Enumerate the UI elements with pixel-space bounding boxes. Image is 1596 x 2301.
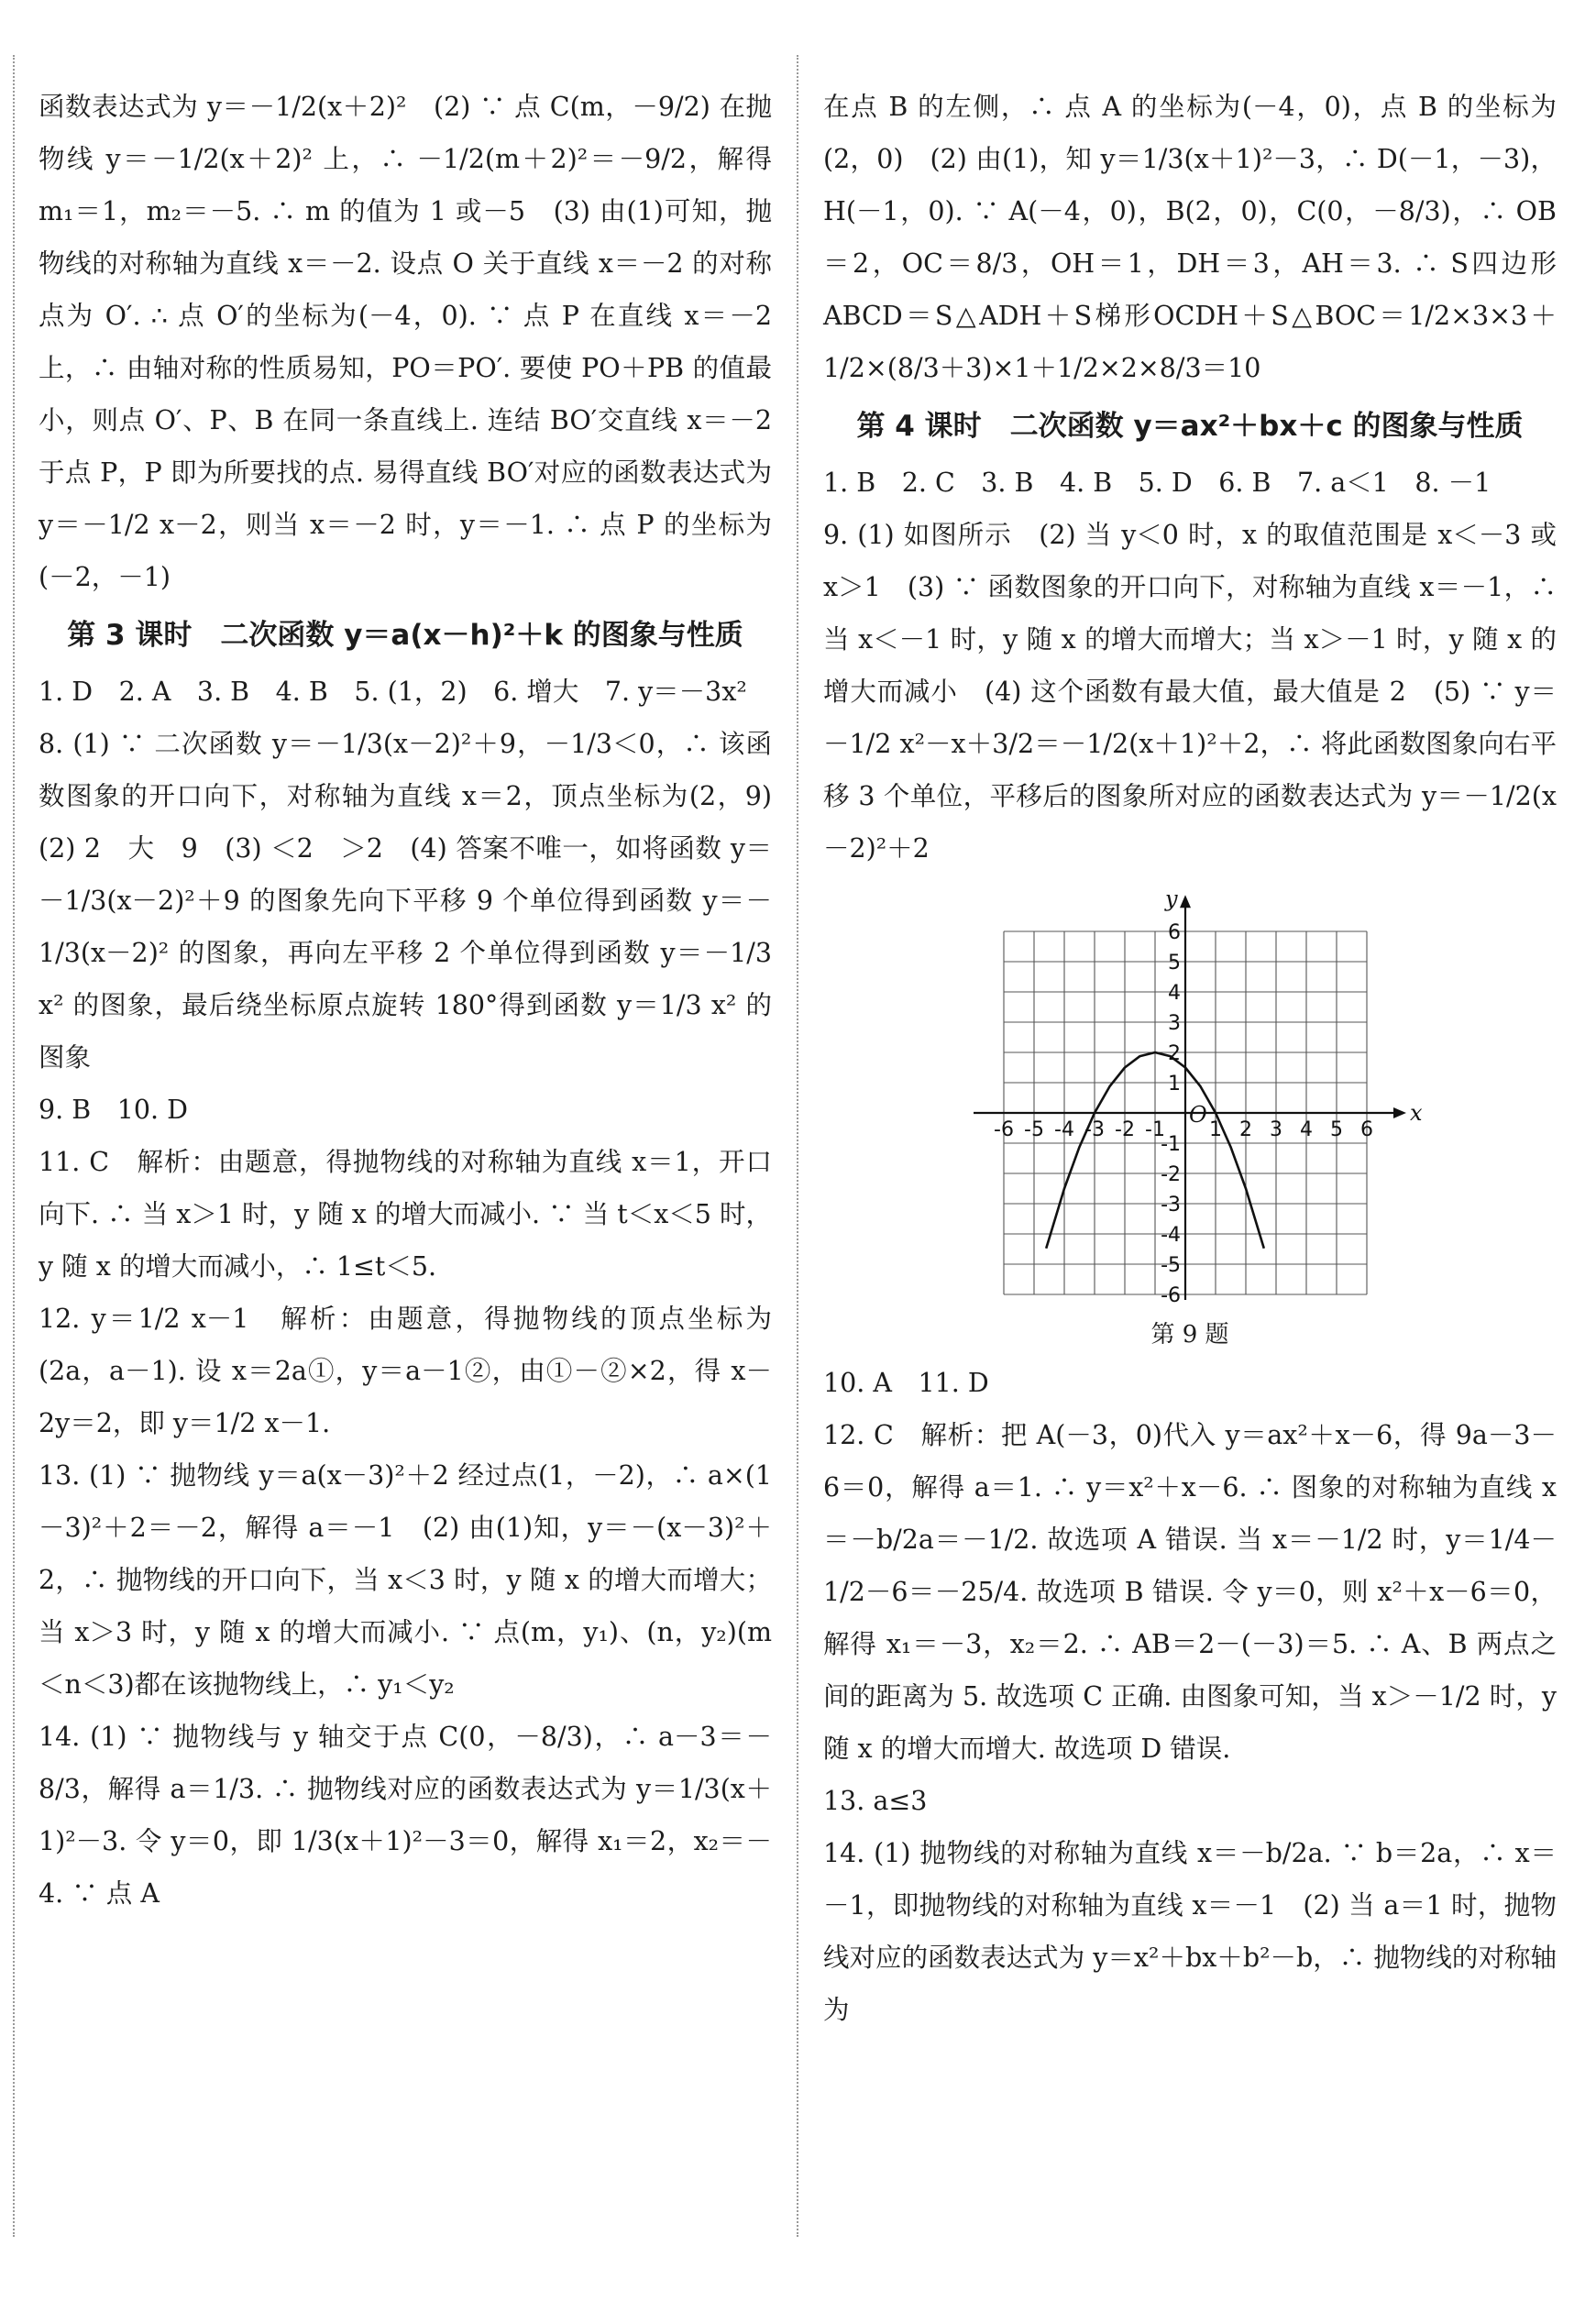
x-tick-label: -4	[1054, 1118, 1074, 1142]
origin-label: O	[1189, 1102, 1207, 1128]
x-tick-label: -2	[1115, 1118, 1135, 1142]
answer-paragraph: 8. (1) ∵ 二次函数 y＝－1/3(x－2)²＋9，－1/3＜0，∴ 该函数图象的开口向下，对称轴为直线 x＝2，顶点坐标为(2，9) (2) 2 大 9 (3) ＜2 ＞2 (4) 答案不唯一，如将函数 y＝－1/3(x－2)²＋9 的图象先向下平移 9 个单位得到函数 y＝－1/3(x－2)² 的图象，再向左平移 2 个单位得到函数 y＝－1/3 x² 的图象，最后绕坐标原点旋转 180°得到函数 y＝1/3 x² 的图象	[39, 729, 798, 1073]
y-tick-label: -4	[1161, 1224, 1181, 1247]
answer-paragraph: 9. B 10. D	[39, 1095, 188, 1125]
x-tick-label: -3	[1084, 1118, 1105, 1142]
answer-paragraph: 9. (1) 如图所示 (2) 当 y＜0 时，x 的取值范围是 x＜－3 或 x＞1 (3) ∵ 函数图象的开口向下，对称轴为直线 x＝－1，∴ 当 x＜－1 时，y 随 x 的增大而增大；当 x＞－1 时，y 随 x 的增大而减小 (4) 这个函数有最大值，最大值是 2 (5) ∵ y＝－1/2 x²－x＋3/2＝－1/2(x＋1)²＋2，∴ 将此函数图象向右平移 3 个单位，平移后的图象所对应的函数表达式为 y＝－1/2(x－2)²＋2	[823, 520, 1557, 864]
y-tick-label: -5	[1161, 1254, 1181, 1277]
x-tick-label: 2	[1239, 1118, 1252, 1142]
y-tick-label: 6	[1168, 921, 1181, 944]
left-margin-rule	[13, 55, 15, 2237]
parabola-figure	[823, 884, 1557, 1353]
lesson-4-heading: 第 4 课时 二次函数 y＝ax²＋bx＋c 的图象与性质	[856, 410, 1524, 443]
x-tick-label: 5	[1330, 1118, 1343, 1142]
answer-paragraph: 1. B 2. C 3. B 4. B 5. D 6. B 7. a＜1 8. －1	[823, 468, 1491, 498]
answer-paragraph: 函数表达式为 y＝－1/2(x＋2)² (2) ∵ 点 C(m，－9/2) 在抛物线 y＝－1/2(x＋2)² 上，∴ －1/2(m＋2)²＝－9/2，解得 m₁＝1，m₂＝－5. ∴ m 的值为 1 或－5 (3) 由(1)可知，抛物线的对称轴为直线 x＝－2. 设点 O 关于直线 x＝－2 的对称点为 O′. ∴ 点 O′的坐标为(－4，0). ∵ 点 P 在直线 x＝－2 上，∴ 由轴对称的性质易知，PO＝PO′. 要使 PO＋PB 的值最小，则点 O′、P、B 在同一条直线上. 连结 BO′交直线 x＝－2 于点 P，P 即为所要找的点. 易得直线 BO′对应的函数表达式为 y＝－1/2 x－2，则当 x＝－2 时，y＝－1. ∴ 点 P 的坐标为(－2，－1)	[39, 92, 772, 592]
x-tick-label: 3	[1270, 1118, 1282, 1142]
y-tick-label: 3	[1168, 1012, 1181, 1035]
coordinate-plot	[961, 884, 1423, 1315]
figure-caption: 第 9 题	[1150, 1321, 1229, 1349]
right-column	[823, 81, 1557, 2036]
x-tick-label: -5	[1024, 1118, 1044, 1142]
answer-paragraph: 13. a≤3	[823, 1786, 928, 1816]
column-divider	[797, 55, 798, 2237]
answer-paragraph: 1. D 2. A 3. B 4. B 5. (1，2) 6. 增大 7. y＝－3x²	[39, 677, 747, 707]
left-column	[39, 81, 798, 1920]
x-tick-label: -1	[1145, 1118, 1165, 1142]
y-tick-label: -1	[1161, 1133, 1181, 1156]
y-axis-arrow	[1180, 895, 1191, 908]
answer-paragraph: 14. (1) ∵ 抛物线与 y 轴交于点 C(0，－8/3)，∴ a－3＝－8/3，解得 a＝1/3. ∴ 抛物线对应的函数表达式为 y＝1/3(x＋1)²－3. 令 y＝0，即 1/3(x＋1)²－3＝0，解得 x₁＝2，x₂＝－4. ∵ 点 A	[39, 1722, 772, 1909]
answer-paragraph: 12. C 解析：把 A(－3，0)代入 y＝ax²＋x－6，得 9a－3－6＝0，解得 a＝1. ∴ y＝x²＋x－6. ∴ 图象的对称轴为直线 x＝－b/2a＝－1/2. 故选项 A 错误. 当 x＝－1/2 时，y＝1/4－1/2－6＝－25/4. 故选项 B 错误. 令 y＝0，则 x²＋x－6＝0，解得 x₁＝－3，x₂＝2. ∴ AB＝2－(－3)＝5. ∴ A、B 两点之间的距离为 5. 故选项 C 正确. 由图象可知，当 x＞－1/2 时，y 随 x 的增大而增大. 故选项 D 错误.	[823, 1420, 1557, 1764]
y-tick-label: -6	[1161, 1284, 1181, 1307]
y-tick-label: 1	[1168, 1073, 1181, 1095]
x-tick-label: 1	[1209, 1118, 1222, 1142]
answer-paragraph: 12. y＝1/2 x－1 解析：由题意，得抛物线的顶点坐标为(2a，a－1). 设 x＝2a①，y＝a－1②，由①－②×2，得 x－2y＝2，即 y＝1/2 x－1.	[39, 1304, 772, 1438]
y-tick-label: -2	[1161, 1163, 1181, 1186]
y-tick-label: 2	[1168, 1042, 1181, 1065]
y-tick-label: -3	[1161, 1194, 1181, 1217]
y-tick-label: 5	[1168, 952, 1181, 974]
answer-paragraph: 13. (1) ∵ 抛物线 y＝a(x－3)²＋2 经过点(1，－2)，∴ a×(1－3)²＋2＝－2，解得 a＝－1 (2) 由(1)知，y＝－(x－3)²＋2，∴ 抛物线的开口向下，当 x＜3 时，y 随 x 的增大而增大；当 x＞3 时，y 随 x 的增大而减小. ∵ 点(m，y₁)、(n，y₂)(m＜n＜3)都在该抛物线上，∴ y₁＜y₂	[39, 1460, 772, 1700]
answer-paragraph: 10. A 11. D	[823, 1368, 989, 1398]
answer-paragraph: 11. C 解析：由题意，得抛物线的对称轴为直线 x＝1，开口向下. ∴ 当 x＞1 时，y 随 x 的增大而减小. ∵ 当 t＜x＜5 时，y 随 x 的增大而减小，∴ 1≤t＜5.	[39, 1147, 772, 1282]
x-tick-label: 6	[1360, 1118, 1373, 1142]
x-tick-label: 4	[1300, 1118, 1313, 1142]
x-tick-label: -6	[994, 1118, 1014, 1142]
lesson-3-heading: 第 3 课时 二次函数 y＝a(x－h)²＋k 的图象与性质	[67, 619, 743, 652]
answer-paragraph: 在点 B 的左侧，∴ 点 A 的坐标为(－4，0)，点 B 的坐标为(2，0) (2) 由(1)，知 y＝1/3(x＋1)²－3，∴ D(－1，－3)，H(－1，0). ∵ A(－4，0)，B(2，0)，C(0，－8/3)，∴ OB＝2，OC＝8/3，OH＝1，DH＝3，AH＝3. ∴ S四边形ABCD＝S△ADH＋S梯形OCDH＋S△BOC＝1/2×3×3＋1/2×(8/3＋3)×1＋1/2×2×8/3＝10	[823, 92, 1557, 383]
y-tick-label: 4	[1168, 982, 1181, 1005]
y-axis-label: y	[1165, 886, 1178, 912]
x-axis-arrow	[1393, 1107, 1406, 1118]
answer-paragraph: 14. (1) 抛物线的对称轴为直线 x＝－b/2a. ∵ b＝2a，∴ x＝－1，即抛物线的对称轴为直线 x＝－1 (2) 当 a＝1 时，抛物线对应的函数表达式为 y＝x²＋bx＋b²－b，∴ 抛物线的对称轴为	[823, 1838, 1557, 2025]
x-axis-label: x	[1410, 1100, 1423, 1126]
